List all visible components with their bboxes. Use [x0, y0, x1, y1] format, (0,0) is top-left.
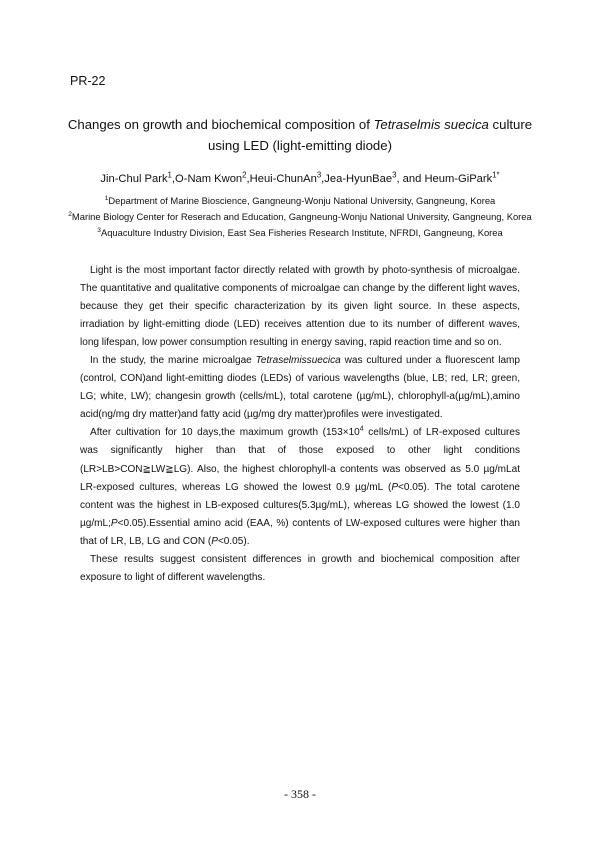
author: Jin-Chul Park	[100, 173, 168, 185]
affiliation: $^2$Marine Biology Center for Reserach and Education, Gangneung-Wonju National University, Gangneung, Korea	[68, 210, 532, 222]
affiliation: $^1$Department of Marine Bioscience, Gangneung-Wonju National University, Gangneung, Korea	[104, 194, 496, 206]
paragraph: These results suggest consistent differences in growth and biochemical composition after exposure to light of different wavelengths.	[80, 553, 520, 583]
author: Heui-ChunAn	[249, 173, 317, 185]
paper-title	[40, 114, 560, 156]
affiliation: $^3$Aquaculture Industry Division, East Sea Fisheries Research Institute, NFRDI, Gangneung, Korea	[97, 226, 503, 238]
paragraph: After cultivation for 10 days,the maximum growth ($153\times 10^4$ cells/mL) of LR-exposed cultures was significantly higher than that of those exposed to other light conditions (LR>LB>CON≧LW≧LG). Also, the highest chlorophyll-a contents was observed as 5.0 µg/mLat LR-exposed cultures, whereas LG showed the lowest 0.9 µg/mL (P<0.05). The total carotene content was the highest in LB-exposed cultures(5.3µg/mL), whereas LG showed the lowest (1.0 µg/mL;P<0.05).Essential amino acid (EAA, %) contents of LW-exposed cultures were higher than that of LR, LB, LG and CON (P<0.05).	[80, 426, 521, 547]
title-line-2: using LED (light-emitting diode)	[208, 138, 392, 153]
title-species: Tetraselmis suecica	[373, 117, 489, 132]
author: Heum-GiPark	[424, 173, 493, 185]
presentation-code: PR-22	[70, 74, 106, 88]
paragraph: Light is the most important factor directly related with growth by photo-synthesis of microalgae. The quantitative and qualitative components of microalgae can change by the different light waves, because they get their specific characterization by its given light source. In these aspects, irradiation by light-emitting diode (LED) receives attention due to its number of different waves, long lifespan, low power consumption resulting in energy saving, rapid reaction time and so on.	[80, 265, 520, 349]
author: Jea-HyunBae	[324, 173, 393, 185]
author: O-Nam Kwon	[175, 173, 243, 185]
title-line-1: Changes on growth and biochemical composition of Tetraselmis suecica culture	[67, 117, 533, 132]
abstract-body	[80, 262, 520, 587]
affiliations	[20, 193, 580, 241]
page-number: - 358 -	[284, 787, 316, 801]
species-name: Tetraselmissuecica	[255, 355, 341, 367]
paragraph: In the study, the marine microalgae Tetraselmissuecica was cultured under a fluorescent lamp (control, CON)and light-emitting diodes (LEDs) of various wavelengths (blue, LB; red, LR; green, LG; white, LW); changesin growth (cells/mL), total carotene (µg/mL), chlorophyll-a(µg/mL),amino acid(ng/mg dry matter)and fatty acid (µg/mg dry matter)profiles were investigated.	[80, 355, 520, 421]
author-list: Jin-Chul Park$^1$,O-Nam Kwon$^2$,Heui-ChunAn$^3$,Jea-HyunBae$^3$, and Heum-GiPark$^{1*}$	[100, 170, 500, 185]
